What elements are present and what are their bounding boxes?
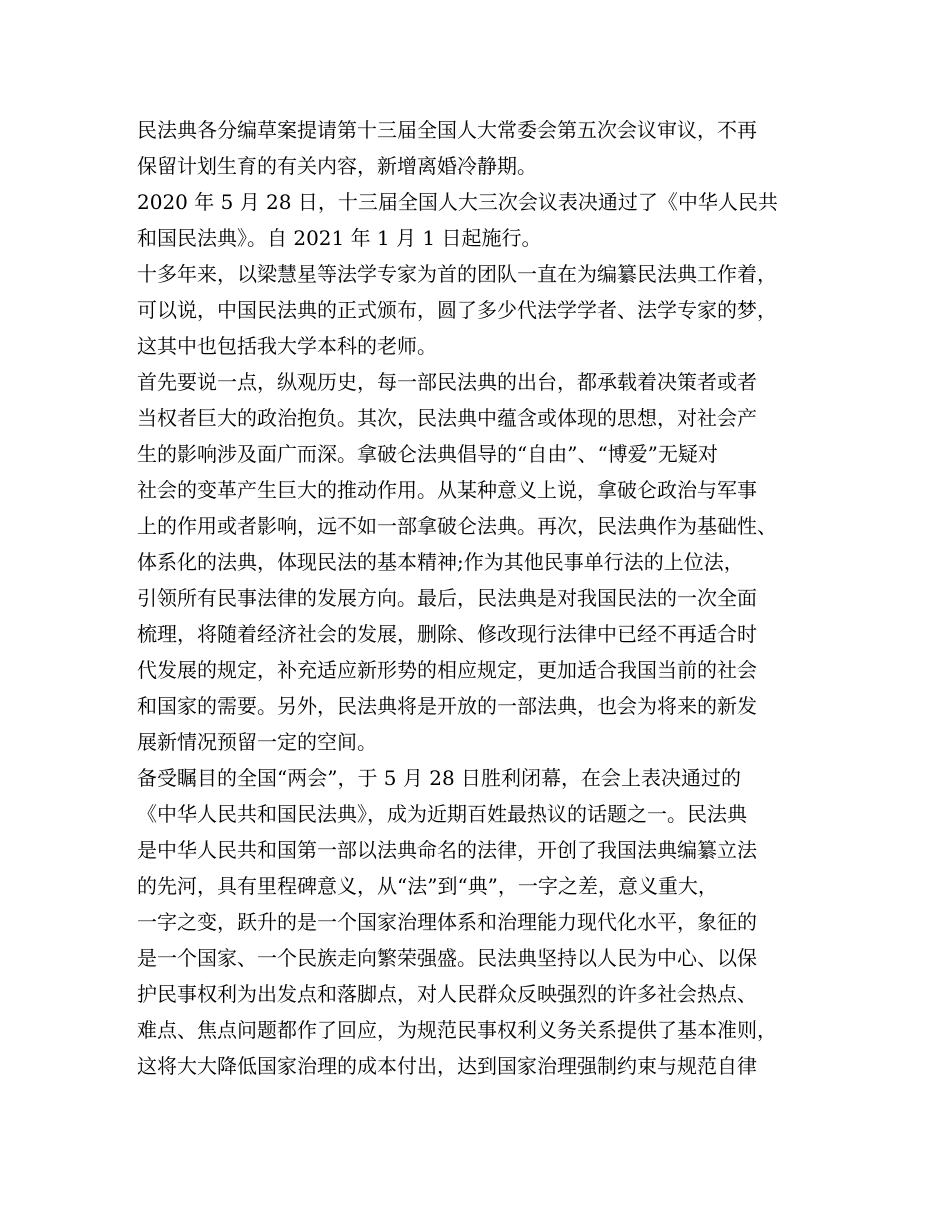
- text-line: 上的作用或者影响，远不如一部拿破仑法典。再次，民法典作为基础性、: [137, 514, 777, 538]
- text-line: 和国家的需要。另外，民法典将是开放的一部法典，也会为将来的新发: [137, 694, 757, 718]
- text-line: 引领所有民事法律的发展方向。最后，民法典是对我国民法的一次全面: [137, 586, 757, 610]
- text-line: 生的影响涉及面广而深。拿破仑法典倡导的“自由”、“博爱”无疑对: [137, 442, 718, 466]
- text-line: 社会的变革产生巨大的推动作用。从某种意义上说，拿破仑政治与军事: [137, 478, 757, 502]
- text-line: 一字之变，跃升的是一个国家治理体系和治理能力现代化水平，象征的: [137, 910, 757, 934]
- text-line: 这将大大降低国家治理的成本付出，达到国家治理强制约束与规范自律: [137, 1054, 757, 1078]
- text-line: 这其中也包括我大学本科的老师。: [137, 334, 437, 358]
- text-line: 是一个国家、一个民族走向繁荣强盛。民法典坚持以人民为中心、以保: [137, 946, 757, 970]
- text-line: 是中华人民共和国第一部以法典命名的法律，开创了我国法典编纂立法: [137, 838, 757, 862]
- text-line: 难点、焦点问题都作了回应，为规范民事权利义务关系提供了基本准则，: [137, 1018, 777, 1042]
- text-line: 护民事权利为出发点和落脚点，对人民群众反映强烈的许多社会热点、: [137, 982, 757, 1006]
- text-line: 的先河，具有里程碑意义，从“法”到“典”，一字之差，意义重大，: [137, 874, 718, 898]
- text-line: 展新情况预留一定的空间。: [137, 730, 377, 754]
- text-line: 和国民法典》。自 2021 年 1 月 1 日起施行。: [137, 226, 542, 250]
- text-line: 《中华人民共和国民法典》，成为近期百姓最热议的话题之一。民法典: [137, 802, 747, 826]
- text-line: 当权者巨大的政治抱负。其次，民法典中蕴含或体现的思想，对社会产: [137, 406, 757, 430]
- text-line: 可以说，中国民法典的正式颁布，圆了多少代法学学者、法学专家的梦，: [137, 298, 777, 322]
- text-line: 代发展的规定，补充适应新形势的相应规定，更加适合我国当前的社会: [137, 658, 757, 682]
- body-text: [137, 112, 827, 1084]
- text-line: 体系化的法典，体现民法的基本精神;作为其他民事单行法的上位法，: [137, 550, 744, 574]
- text-line: 2020 年 5 月 28 日，十三届全国人大三次会议表决通过了《中华人民共: [137, 190, 778, 214]
- text-line: 梳理，将随着经济社会的发展，删除、修改现行法律中已经不再适合时: [137, 622, 757, 646]
- text-line: 民法典各分编草案提请第十三届全国人大常委会第五次会议审议，不再: [137, 118, 757, 142]
- text-line: 首先要说一点，纵观历史，每一部民法典的出台，都承载着决策者或者: [137, 370, 757, 394]
- text-line: 备受瞩目的全国“两会”，于 5 月 28 日胜利闭幕，在会上表决通过的: [137, 766, 742, 790]
- text-line: 十多年来，以梁慧星等法学专家为首的团队一直在为编纂民法典工作着，: [137, 262, 777, 286]
- text-line: 保留计划生育的有关内容，新增离婚冷静期。: [137, 154, 537, 178]
